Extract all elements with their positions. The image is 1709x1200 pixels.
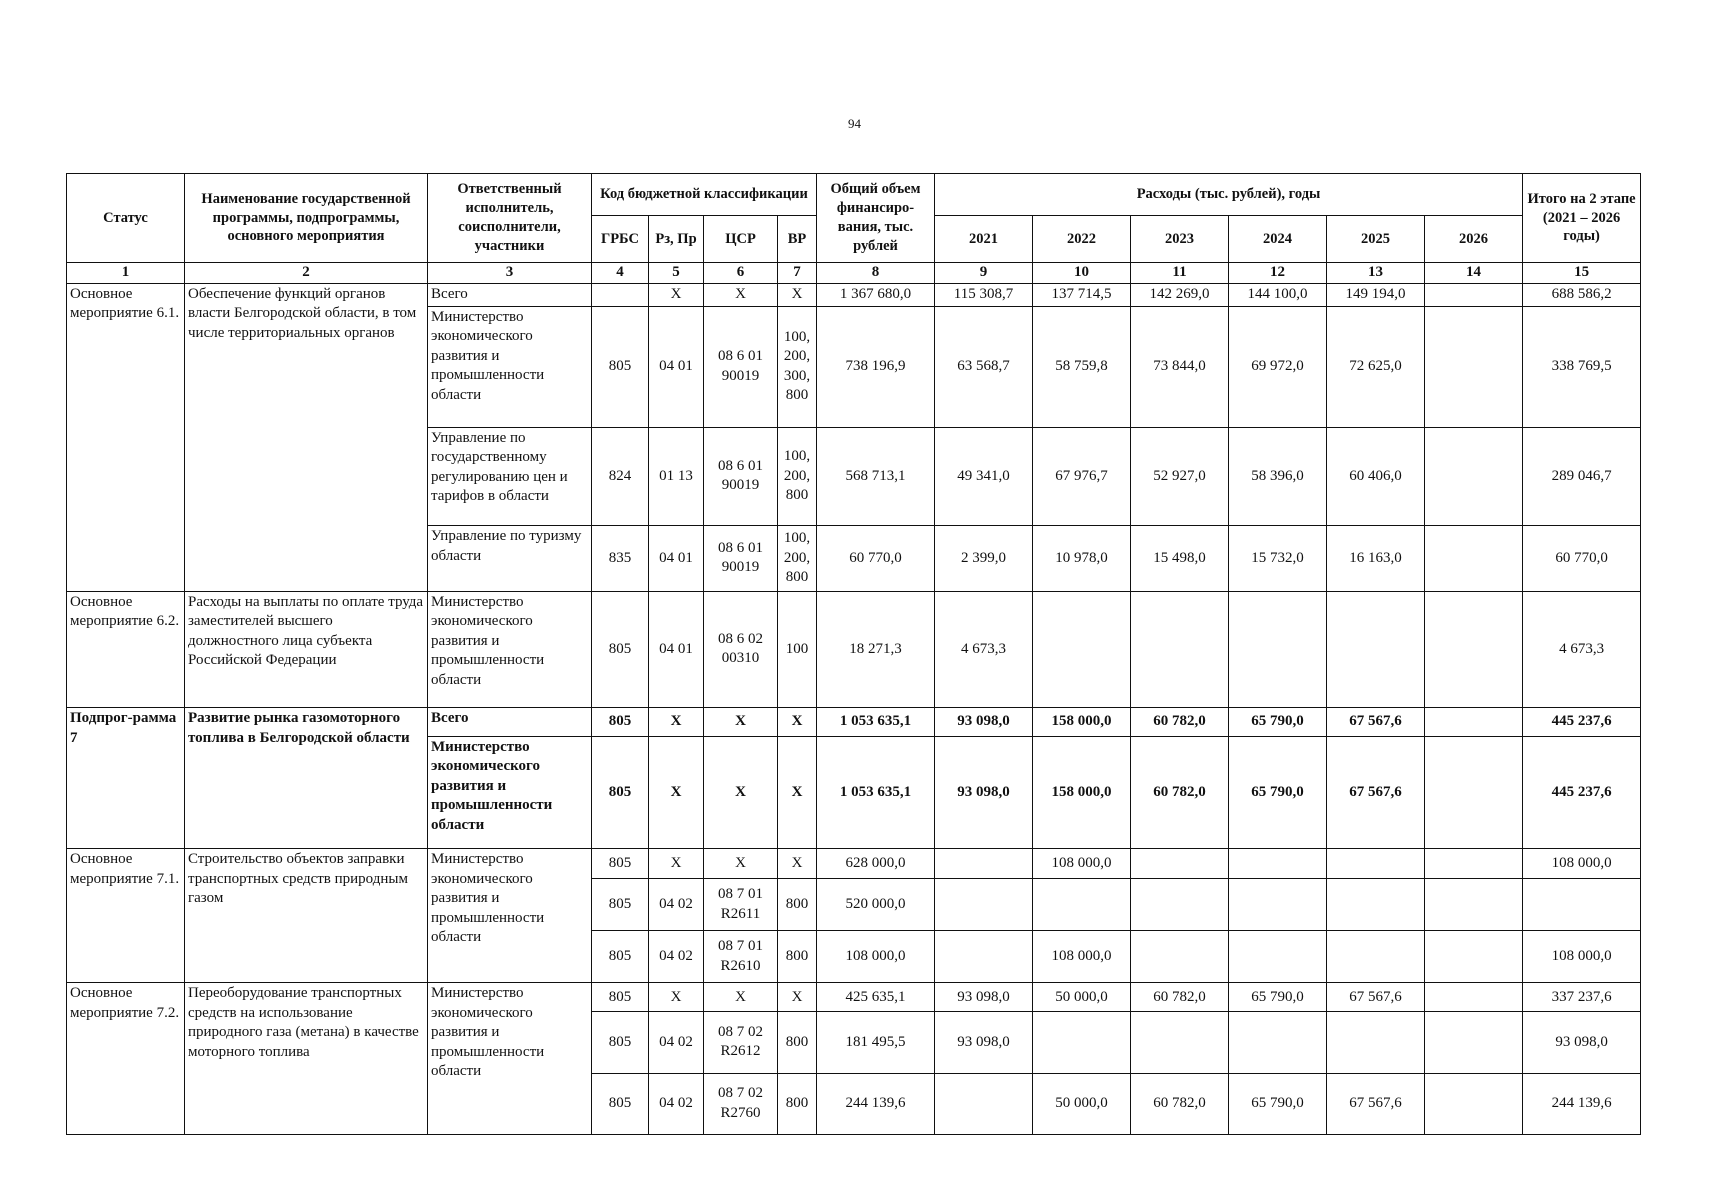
value-cell: 73 844,0 [1131, 306, 1229, 427]
value-cell: X [704, 983, 778, 1012]
column-number: 5 [649, 263, 704, 284]
header-name: Наименование государственной программы, подпрограммы, основного мероприятия [185, 174, 428, 263]
table-row [67, 849, 1641, 879]
value-cell [1425, 526, 1523, 592]
header-status: Статус [67, 174, 185, 263]
value-cell: 137 714,5 [1033, 283, 1131, 306]
value-cell: 67 567,6 [1327, 1073, 1425, 1134]
value-cell: 4 673,3 [1523, 591, 1641, 708]
value-cell [1229, 1012, 1327, 1073]
value-cell: 60 406,0 [1327, 427, 1425, 525]
table-row [67, 591, 1641, 708]
column-numbers-row [67, 263, 1641, 284]
header-total-volume: Общий объем финансиро-вания, тыс. рублей [817, 174, 935, 263]
value-cell: 688 586,2 [1523, 283, 1641, 306]
value-cell [935, 879, 1033, 931]
value-cell [1033, 879, 1131, 931]
value-cell: X [778, 708, 817, 737]
value-cell: X [649, 849, 704, 879]
value-cell: 04 02 [649, 1073, 704, 1134]
executor-cell: Всего [428, 708, 592, 737]
value-cell: 67 567,6 [1327, 708, 1425, 737]
status-cell: Основное мероприятие 7.1. [67, 849, 185, 983]
program-name-cell: Обеспечение функций органов власти Белгородской области, в том числе территориальных органов [185, 283, 428, 591]
value-cell: 100, 200, 800 [778, 526, 817, 592]
value-cell: 805 [592, 591, 649, 708]
status-cell: Подпрог-рамма 7 [67, 708, 185, 849]
header-vr: ВР [778, 216, 817, 263]
value-cell: 1 367 680,0 [817, 283, 935, 306]
value-cell: 60 770,0 [817, 526, 935, 592]
value-cell: 93 098,0 [935, 736, 1033, 849]
value-cell: 1 053 635,1 [817, 736, 935, 849]
executor-cell: Министерство экономического развития и промышленности области [428, 591, 592, 708]
value-cell: 52 927,0 [1131, 427, 1229, 525]
executor-cell: Министерство экономического развития и промышленности области [428, 849, 592, 983]
value-cell: 800 [778, 931, 817, 983]
header-csr: ЦСР [704, 216, 778, 263]
value-cell [1425, 283, 1523, 306]
value-cell: 50 000,0 [1033, 983, 1131, 1012]
value-cell: 805 [592, 736, 649, 849]
executor-cell: Министерство экономического развития и промышленности области [428, 983, 592, 1135]
value-cell: X [704, 849, 778, 879]
value-cell: 805 [592, 708, 649, 737]
value-cell: 108 000,0 [1033, 931, 1131, 983]
value-cell [1523, 879, 1641, 931]
program-name-cell: Расходы на выплаты по оплате труда заместителей высшего должностного лица субъекта Российской Федерации [185, 591, 428, 708]
value-cell [1131, 931, 1229, 983]
value-cell [1425, 591, 1523, 708]
value-cell: 08 7 01 R2610 [704, 931, 778, 983]
value-cell [1229, 591, 1327, 708]
value-cell: X [649, 736, 704, 849]
value-cell [1425, 983, 1523, 1012]
value-cell: 10 978,0 [1033, 526, 1131, 592]
value-cell: 115 308,7 [935, 283, 1033, 306]
value-cell: 805 [592, 983, 649, 1012]
program-name-cell: Переоборудование транспортных средств на использование природного газа (метана) в качестве моторного топлива [185, 983, 428, 1135]
table-row [67, 983, 1641, 1012]
value-cell: 16 163,0 [1327, 526, 1425, 592]
value-cell [1425, 708, 1523, 737]
column-number: 3 [428, 263, 592, 284]
value-cell [1229, 931, 1327, 983]
column-number: 6 [704, 263, 778, 284]
value-cell: 93 098,0 [935, 708, 1033, 737]
column-number: 12 [1229, 263, 1327, 284]
executor-cell: Управление по туризму области [428, 526, 592, 592]
value-cell: 800 [778, 1012, 817, 1073]
value-cell [1425, 736, 1523, 849]
value-cell: 568 713,1 [817, 427, 935, 525]
value-cell: 158 000,0 [1033, 708, 1131, 737]
value-cell: 18 271,3 [817, 591, 935, 708]
value-cell: 58 759,8 [1033, 306, 1131, 427]
value-cell: 65 790,0 [1229, 1073, 1327, 1134]
value-cell: 60 782,0 [1131, 983, 1229, 1012]
value-cell: 100, 200, 800 [778, 427, 817, 525]
value-cell: X [778, 283, 817, 306]
value-cell: 144 100,0 [1229, 283, 1327, 306]
value-cell [1425, 931, 1523, 983]
value-cell: 49 341,0 [935, 427, 1033, 525]
value-cell: 142 269,0 [1131, 283, 1229, 306]
column-number: 15 [1523, 263, 1641, 284]
value-cell [935, 1073, 1033, 1134]
value-cell: 738 196,9 [817, 306, 935, 427]
value-cell: 04 02 [649, 879, 704, 931]
header-grbs: ГРБС [592, 216, 649, 263]
value-cell: 01 13 [649, 427, 704, 525]
value-cell: 50 000,0 [1033, 1073, 1131, 1134]
value-cell: 805 [592, 879, 649, 931]
value-cell: 800 [778, 879, 817, 931]
value-cell [1425, 427, 1523, 525]
value-cell: X [778, 983, 817, 1012]
header-rzpr: Рз, Пр [649, 216, 704, 263]
value-cell: 2 399,0 [935, 526, 1033, 592]
value-cell: 835 [592, 526, 649, 592]
header-year: 2026 [1425, 216, 1523, 263]
header-year: 2022 [1033, 216, 1131, 263]
value-cell: 108 000,0 [1523, 931, 1641, 983]
value-cell [1131, 1012, 1229, 1073]
value-cell: 805 [592, 1012, 649, 1073]
value-cell: 244 139,6 [817, 1073, 935, 1134]
value-cell: X [704, 736, 778, 849]
value-cell [1131, 591, 1229, 708]
column-number: 10 [1033, 263, 1131, 284]
value-cell: 67 976,7 [1033, 427, 1131, 525]
budget-table [66, 173, 1641, 1135]
value-cell: 1 053 635,1 [817, 708, 935, 737]
value-cell [1425, 306, 1523, 427]
value-cell: 65 790,0 [1229, 983, 1327, 1012]
value-cell: 4 673,3 [935, 591, 1033, 708]
value-cell: 72 625,0 [1327, 306, 1425, 427]
header-executor: Ответственный исполнитель, соисполнители, участники [428, 174, 592, 263]
value-cell: 08 7 01 R2611 [704, 879, 778, 931]
value-cell: 800 [778, 1073, 817, 1134]
value-cell: 67 567,6 [1327, 983, 1425, 1012]
executor-cell: Министерство экономического развития и промышленности области [428, 736, 592, 849]
value-cell: 93 098,0 [935, 983, 1033, 1012]
value-cell: X [649, 283, 704, 306]
value-cell: X [778, 736, 817, 849]
value-cell: 93 098,0 [935, 1012, 1033, 1073]
value-cell [1327, 591, 1425, 708]
value-cell: 04 01 [649, 306, 704, 427]
column-number: 11 [1131, 263, 1229, 284]
value-cell: 04 01 [649, 591, 704, 708]
table-row [67, 283, 1641, 306]
column-number: 1 [67, 263, 185, 284]
value-cell: 08 7 02 R2760 [704, 1073, 778, 1134]
value-cell: X [704, 708, 778, 737]
value-cell [935, 931, 1033, 983]
value-cell: 15 732,0 [1229, 526, 1327, 592]
value-cell: 60 782,0 [1131, 1073, 1229, 1134]
value-cell: 244 139,6 [1523, 1073, 1641, 1134]
value-cell [592, 283, 649, 306]
column-number: 14 [1425, 263, 1523, 284]
value-cell: 805 [592, 931, 649, 983]
value-cell: X [704, 283, 778, 306]
value-cell [1327, 1012, 1425, 1073]
value-cell: 08 6 01 90019 [704, 427, 778, 525]
value-cell [1131, 879, 1229, 931]
value-cell [1425, 849, 1523, 879]
value-cell: 824 [592, 427, 649, 525]
status-cell: Основное мероприятие 6.2. [67, 591, 185, 708]
value-cell: X [778, 849, 817, 879]
value-cell: 805 [592, 849, 649, 879]
column-number: 7 [778, 263, 817, 284]
header-stage-total: Итого на 2 этапе (2021 – 2026 годы) [1523, 174, 1641, 263]
value-cell: 108 000,0 [1523, 849, 1641, 879]
header-year: 2025 [1327, 216, 1425, 263]
value-cell [1327, 931, 1425, 983]
header-year: 2024 [1229, 216, 1327, 263]
value-cell: 445 237,6 [1523, 736, 1641, 849]
executor-cell: Всего [428, 283, 592, 306]
column-number: 13 [1327, 263, 1425, 284]
value-cell: 65 790,0 [1229, 708, 1327, 737]
value-cell [1425, 1073, 1523, 1134]
header-year: 2023 [1131, 216, 1229, 263]
page-number: 94 [848, 116, 861, 131]
value-cell: 65 790,0 [1229, 736, 1327, 849]
value-cell: 108 000,0 [1033, 849, 1131, 879]
header-budget-code: Код бюджетной классификации [592, 174, 817, 216]
value-cell: 181 495,5 [817, 1012, 935, 1073]
value-cell: 08 6 01 90019 [704, 526, 778, 592]
status-cell: Основное мероприятие 7.2. [67, 983, 185, 1135]
executor-cell: Министерство экономического развития и промышленности области [428, 306, 592, 427]
value-cell: 425 635,1 [817, 983, 935, 1012]
column-number: 8 [817, 263, 935, 284]
value-cell: 805 [592, 1073, 649, 1134]
value-cell: 628 000,0 [817, 849, 935, 879]
value-cell [1425, 879, 1523, 931]
value-cell: 805 [592, 306, 649, 427]
value-cell: 60 782,0 [1131, 708, 1229, 737]
value-cell: 04 02 [649, 931, 704, 983]
value-cell: 445 237,6 [1523, 708, 1641, 737]
value-cell [1033, 1012, 1131, 1073]
value-cell [1327, 849, 1425, 879]
value-cell: 158 000,0 [1033, 736, 1131, 849]
value-cell [1131, 849, 1229, 879]
value-cell: 100, 200, 300, 800 [778, 306, 817, 427]
value-cell [1229, 849, 1327, 879]
table-row [67, 708, 1641, 737]
header-expenses: Расходы (тыс. рублей), годы [935, 174, 1523, 216]
value-cell: 08 6 02 00310 [704, 591, 778, 708]
value-cell: 108 000,0 [817, 931, 935, 983]
program-name-cell: Развитие рынка газомоторного топлива в Белгородской области [185, 708, 428, 849]
value-cell [1033, 591, 1131, 708]
header-year: 2021 [935, 216, 1033, 263]
value-cell: 58 396,0 [1229, 427, 1327, 525]
column-number: 4 [592, 263, 649, 284]
value-cell [1425, 1012, 1523, 1073]
value-cell: 69 972,0 [1229, 306, 1327, 427]
value-cell: 63 568,7 [935, 306, 1033, 427]
value-cell: 08 6 01 90019 [704, 306, 778, 427]
value-cell: 520 000,0 [817, 879, 935, 931]
value-cell [935, 849, 1033, 879]
column-number: 2 [185, 263, 428, 284]
value-cell: X [649, 708, 704, 737]
value-cell: 60 770,0 [1523, 526, 1641, 592]
value-cell: 100 [778, 591, 817, 708]
value-cell: 337 237,6 [1523, 983, 1641, 1012]
value-cell: 338 769,5 [1523, 306, 1641, 427]
value-cell: 67 567,6 [1327, 736, 1425, 849]
value-cell: 04 01 [649, 526, 704, 592]
executor-cell: Управление по государственному регулированию цен и тарифов в области [428, 427, 592, 525]
value-cell: X [649, 983, 704, 1012]
value-cell: 289 046,7 [1523, 427, 1641, 525]
column-number: 9 [935, 263, 1033, 284]
value-cell: 60 782,0 [1131, 736, 1229, 849]
status-cell: Основное мероприятие 6.1. [67, 283, 185, 591]
value-cell: 08 7 02 R2612 [704, 1012, 778, 1073]
value-cell [1229, 879, 1327, 931]
value-cell: 04 02 [649, 1012, 704, 1073]
value-cell [1327, 879, 1425, 931]
value-cell: 93 098,0 [1523, 1012, 1641, 1073]
value-cell: 149 194,0 [1327, 283, 1425, 306]
program-name-cell: Строительство объектов заправки транспортных средств природным газом [185, 849, 428, 983]
value-cell: 15 498,0 [1131, 526, 1229, 592]
